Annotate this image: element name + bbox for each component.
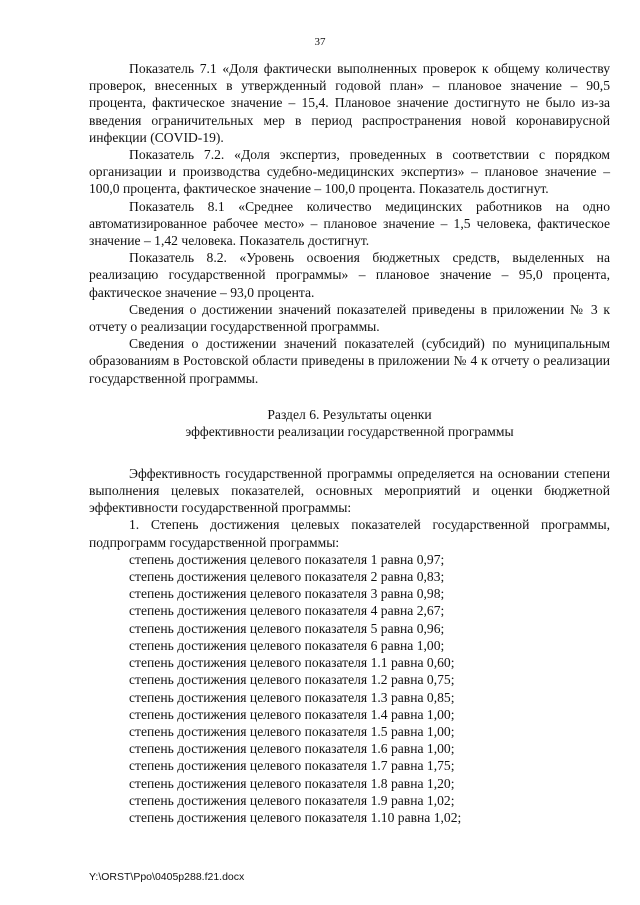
list-item: степень достижения целевого показателя 5 равна 0,96; (129, 620, 445, 636)
list-item: степень достижения целевого показателя 1.9 равна 1,02; (129, 792, 455, 808)
list-item: степень достижения целевого показателя 1.10 равна 1,02; (129, 809, 462, 825)
page-number: 37 (314, 36, 326, 48)
list-item: степень достижения целевого показателя 4 равна 2,67; (129, 603, 445, 619)
indicator-list (89, 551, 610, 826)
paragraph: Эффективность государственной программы определяется на основании степени выполнения целевых показателей, основных мероприятий и оценки бюджетной эффективности государственной программы: (89, 465, 610, 516)
list-item: степень достижения целевого показателя 1.3 равна 0,85; (129, 689, 455, 705)
list-item: степень достижения целевого показателя 2 равна 0,83; (129, 569, 445, 585)
list-item: степень достижения целевого показателя 1.1 равна 0,60; (129, 655, 455, 671)
paragraph: Сведения о достижении значений показателей (субсидий) по муниципальным образованиям в Ростовской области приведены в приложении № 4 к отчету о реализации государственной программы. (89, 336, 610, 386)
paragraph: Сведения о достижении значений показателей приведены в приложении № 3 к отчету о реализации государственной программы. (89, 301, 610, 335)
paragraph: Показатель 8.1 «Среднее количество медицинских работников на одно автоматизированное рабочее место» – плановое значение – 1,5 человека, фактическое значение – 1,42 человека. Показатель достигнут. (89, 198, 610, 249)
paragraph: Показатель 7.2. «Доля экспертиз, проведенных в соответствии с порядком организации и производства судебно-медицинских экспертиз» – плановое значение – 100,0 процента, фактическое значение – 100,0 процента. Показатель достигнут. (89, 147, 610, 197)
section-heading (89, 406, 610, 441)
section-heading-line-1: Раздел 6. Результаты оценки (267, 406, 432, 422)
paragraph: 1. Степень достижения целевых показателей государственной программы, подпрограмм государственной программы: (89, 517, 610, 550)
list-item: степень достижения целевого показателя 1.6 равна 1,00; (129, 741, 455, 757)
paragraph: Показатель 7.1 «Доля фактически выполненных проверок к общему количеству проверок, внесенных в утвержденный годовой план» – плановое значение – 90,5 процента, фактическое значение – 15,4. Плановое значение достигнуто не было из-за введения ограничительных мер в период распространения новой коронавирусной инфекции (COVID-19). (89, 61, 610, 145)
list-item: степень достижения целевого показателя 1.7 равна 1,75; (129, 758, 455, 774)
list-item: степень достижения целевого показателя 1.2 равна 0,75; (129, 672, 455, 688)
document-body (89, 60, 610, 826)
list-item: степень достижения целевого показателя 1.8 равна 1,20; (129, 775, 455, 791)
list-item: степень достижения целевого показателя 6 равна 1,00; (129, 637, 445, 653)
paragraph: Показатель 8.2. «Уровень освоения бюджетных средств, выделенных на реализацию государственной программы» – плановое значение – 95,0 процента, фактическое значение – 93,0 процента. (89, 250, 610, 300)
footer-file-path: Y:\ORST\Ppo\0405p288.f21.docx (89, 871, 245, 883)
section-heading-line-2: эффективности реализации государственной программы (185, 424, 514, 440)
list-item: степень достижения целевого показателя 1 равна 0,97; (129, 551, 445, 567)
list-item: степень достижения целевого показателя 1.4 равна 1,00; (129, 706, 455, 722)
list-item: степень достижения целевого показателя 3 равна 0,98; (129, 586, 445, 602)
list-item: степень достижения целевого показателя 1.5 равна 1,00; (129, 723, 455, 739)
